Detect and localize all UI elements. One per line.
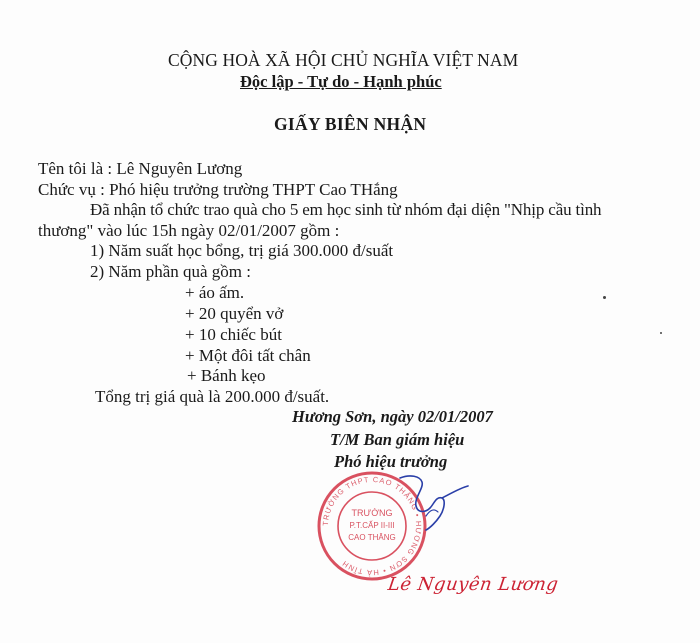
place-date: Hương Sơn, ngày 02/01/2007 [292,407,493,426]
gift-item: + 10 chiếc bút [185,325,282,344]
gift-item: + áo ấm. [185,283,245,302]
national-title: CỘNG HOÀ XÃ HỘI CHỦ NGHĨA VIỆT NAM [168,50,519,70]
item-gifts: 2) Năm phần quà gồm : [90,262,251,281]
svg-text:P.T.CẤP II-III: P.T.CẤP II-III [349,521,395,530]
national-motto: Độc lập - Tự do - Hạnh phúc [240,72,442,91]
on-behalf: T/M Ban giám hiệu [330,430,465,449]
gift-item: + 20 quyển vở [185,304,284,323]
received-line-1: Đã nhận tổ chức trao quà cho 5 em học sinh từ nhóm đại diện "Nhịp cầu tình [90,200,602,219]
gift-item: + Bánh kẹo [187,366,266,385]
scan-speck [660,332,662,334]
handwritten-signature [396,468,476,538]
gift-item: + Một đôi tất chân [185,346,311,365]
svg-text:CAO THẮNG: CAO THẮNG [348,533,396,542]
svg-text:TRƯỜNG THPT CAO THẮNG • HƯƠNG: TRƯỜNG THPT CAO THẮNG • HƯƠNG SƠN • HÀ TĨNH [320,474,424,578]
position-line: Chức vụ : Phó hiệu trưởng trường THPT Cao THắng [38,180,398,199]
total-line: Tổng trị giá quà là 200.000 đ/suất. [95,387,330,406]
signer-role: Phó hiệu trưởng [334,452,448,471]
document-title: GIẤY BIÊN NHẬN [274,114,427,134]
item-scholarship: 1) Năm suất học bổng, trị giá 300.000 đ/suất [90,241,394,260]
signer-name: Lê Nguyên Lương [386,574,560,595]
scan-speck [603,296,606,299]
svg-text:TRƯỜNG: TRƯỜNG [351,508,393,518]
name-line: Tên tôi là : Lê Nguyên Lương [38,159,243,178]
received-line-2: thương" vào lúc 15h ngày 02/01/2007 gồm : [38,221,340,240]
